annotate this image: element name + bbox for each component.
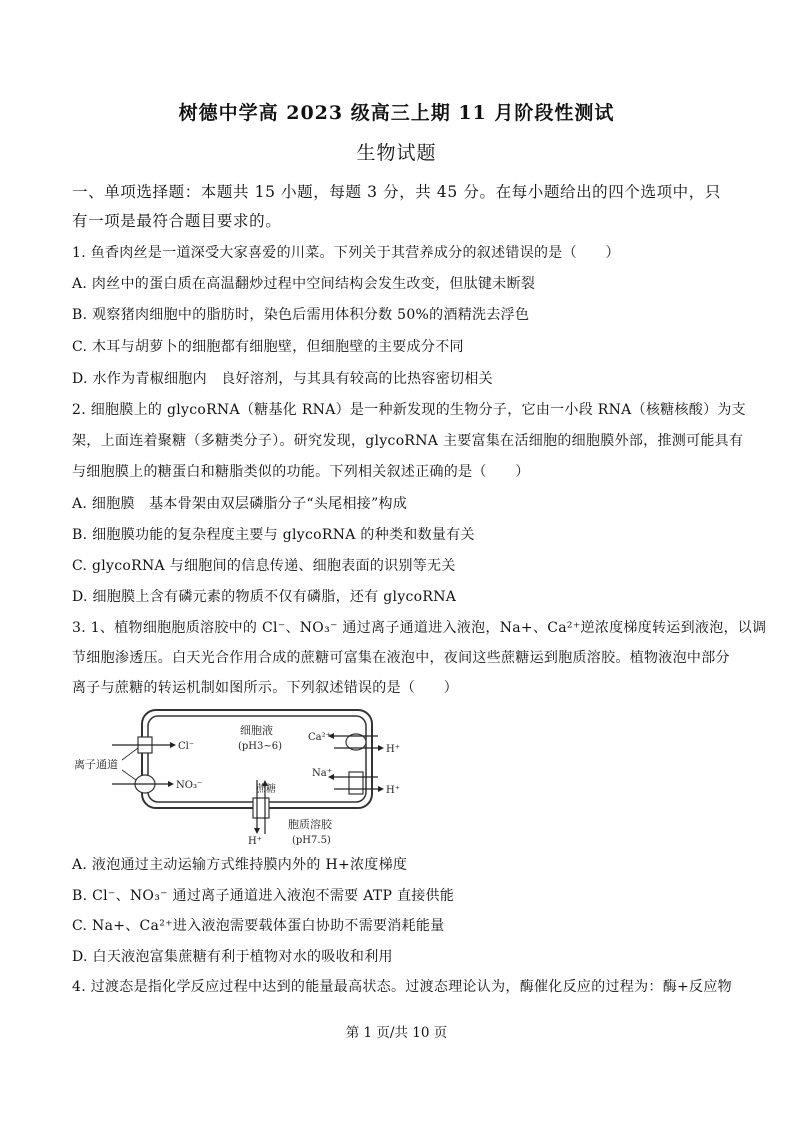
exam-title: 树德中学高 2023 级高三上期 11 月阶段性测试 <box>178 102 615 124</box>
q1-option-d: D. 水作为青椒细胞内 良好溶剂，与其具有较高的比热容密切相关 <box>72 371 493 387</box>
q3-stem-line2: 节细胞渗透压。白天光合作用合成的蔗糖可富集在液泡中，夜间这些蔗糖运到胞质溶胶。植物液泡中部分 <box>72 650 730 666</box>
q3-stem-line3: 离子与蔗糖的转运机制如图所示。下列叙述错误的是（ ） <box>72 680 459 696</box>
q2-option-a: A. 细胞膜 基本骨架由双层磷脂分子“头尾相接”构成 <box>72 496 408 512</box>
q2-stem-line3: 与细胞膜上的糖蛋白和糖脂类似的功能。下列相关叙述正确的是（ ） <box>72 464 530 480</box>
q3-option-c: C. Na+、Ca²⁺进入液泡需要载体蛋白协助不需要消耗能量 <box>72 918 445 934</box>
q3-option-b: B. Cl⁻、NO₃⁻ 通过离子通道进入液泡不需要 ATP 直接供能 <box>72 888 455 904</box>
ca-label: Ca²⁺ <box>308 732 331 743</box>
q3-stem-line1: 3. 1、植物细胞胞质溶胶中的 Cl⁻、NO₃⁻ 通过离子通道进入液泡，Na+、Ca²⁺逆浓度梯度转运到液泡，以调 <box>72 620 767 636</box>
h1-label: H⁺ <box>386 744 400 755</box>
q2-stem-line2: 架，上面连着聚糖（多糖类分子）。研究发现，glycoRNA 主要富集在活细胞的细胞膜外部，推测可能具有 <box>72 433 744 449</box>
vacuole-label: 细胞液 <box>240 724 273 737</box>
cl-arrowhead <box>170 742 176 748</box>
q1-option-c: C. 木耳与胡萝卜的细胞都有细胞壁，但细胞壁的主要成分不同 <box>72 339 464 355</box>
q2-option-c: C. glycoRNA 与细胞间的信息传递、细胞表面的识别等无关 <box>72 558 456 574</box>
vacuole-transport-diagram <box>72 700 412 850</box>
vacuole-ph: (pH3~6) <box>238 741 283 752</box>
q3-option-d: D. 白天液泡富集蔗糖有利于植物对水的吸收和利用 <box>72 949 393 965</box>
h2-arrowhead <box>378 786 384 792</box>
q3-option-a: A. 液泡通过主动运输方式维持膜内外的 H+浓度梯度 <box>72 857 408 873</box>
exam-subtitle: 生物试题 <box>356 142 437 164</box>
q2-option-d: D. 细胞膜上含有磷元素的物质不仅有磷脂，还有 glycoRNA <box>72 589 457 605</box>
h2-label: H⁺ <box>386 785 400 796</box>
sucrose-arrowhead <box>254 828 260 834</box>
cl-label: Cl⁻ <box>178 741 195 752</box>
ion-channel-pointer-top <box>122 748 138 760</box>
section-instruction-line1: 一、单项选择题：本题共 15 小题，每题 3 分，共 45 分。在每小题给出的四个选项中，只 <box>72 183 721 201</box>
q1-option-a: A. 肉丝中的蛋白质在高温翻炒过程中空间结构会发生改变，但肽键未断裂 <box>72 276 536 292</box>
na-antiporter <box>349 772 363 794</box>
na-label: Na⁺ <box>312 768 332 779</box>
h3-label: H⁺ <box>248 836 262 847</box>
q2-option-b: B. 细胞膜功能的复杂程度主要与 glycoRNA 的种类和数量有关 <box>72 527 475 543</box>
page-footer: 第 1 页/共 10 页 <box>345 1025 448 1041</box>
ion-channel-pointer-bottom <box>122 770 136 780</box>
cytosol-label: 胞质溶胶 <box>288 818 332 831</box>
ion-channel-label: 离子通道 <box>74 758 118 771</box>
sucrose-transporter <box>253 798 269 818</box>
q4-stem-line1: 4. 过渡态是指化学反应过程中达到的能量最高状态。过渡态理论认为，酶催化反应的过程为：酶+反应物 <box>72 979 732 995</box>
no3-label: NO₃⁻ <box>176 780 203 791</box>
section-instruction-line2: 有一项是最符合题目要求的。 <box>72 212 282 230</box>
no3-arrowhead <box>168 781 174 787</box>
q1-option-b: B. 观察猪肉细胞中的脂肪时，染色后需用体积分数 50%的酒精洗去浮色 <box>72 307 530 323</box>
q2-stem-line1: 2. 细胞膜上的 glycoRNA（糖基化 RNA）是一种新发现的生物分子，它由一小段 RNA（核糖核酸）为支 <box>72 402 746 418</box>
cytosol-ph: (pH7.5) <box>292 835 331 846</box>
sucrose-label: 蔗糖 <box>256 784 276 795</box>
h1-arrowhead <box>378 745 384 751</box>
q1-stem: 1. 鱼香肉丝是一道深受大家喜爱的川菜。下列关于其营养成分的叙述错误的是（ ） <box>72 245 620 261</box>
